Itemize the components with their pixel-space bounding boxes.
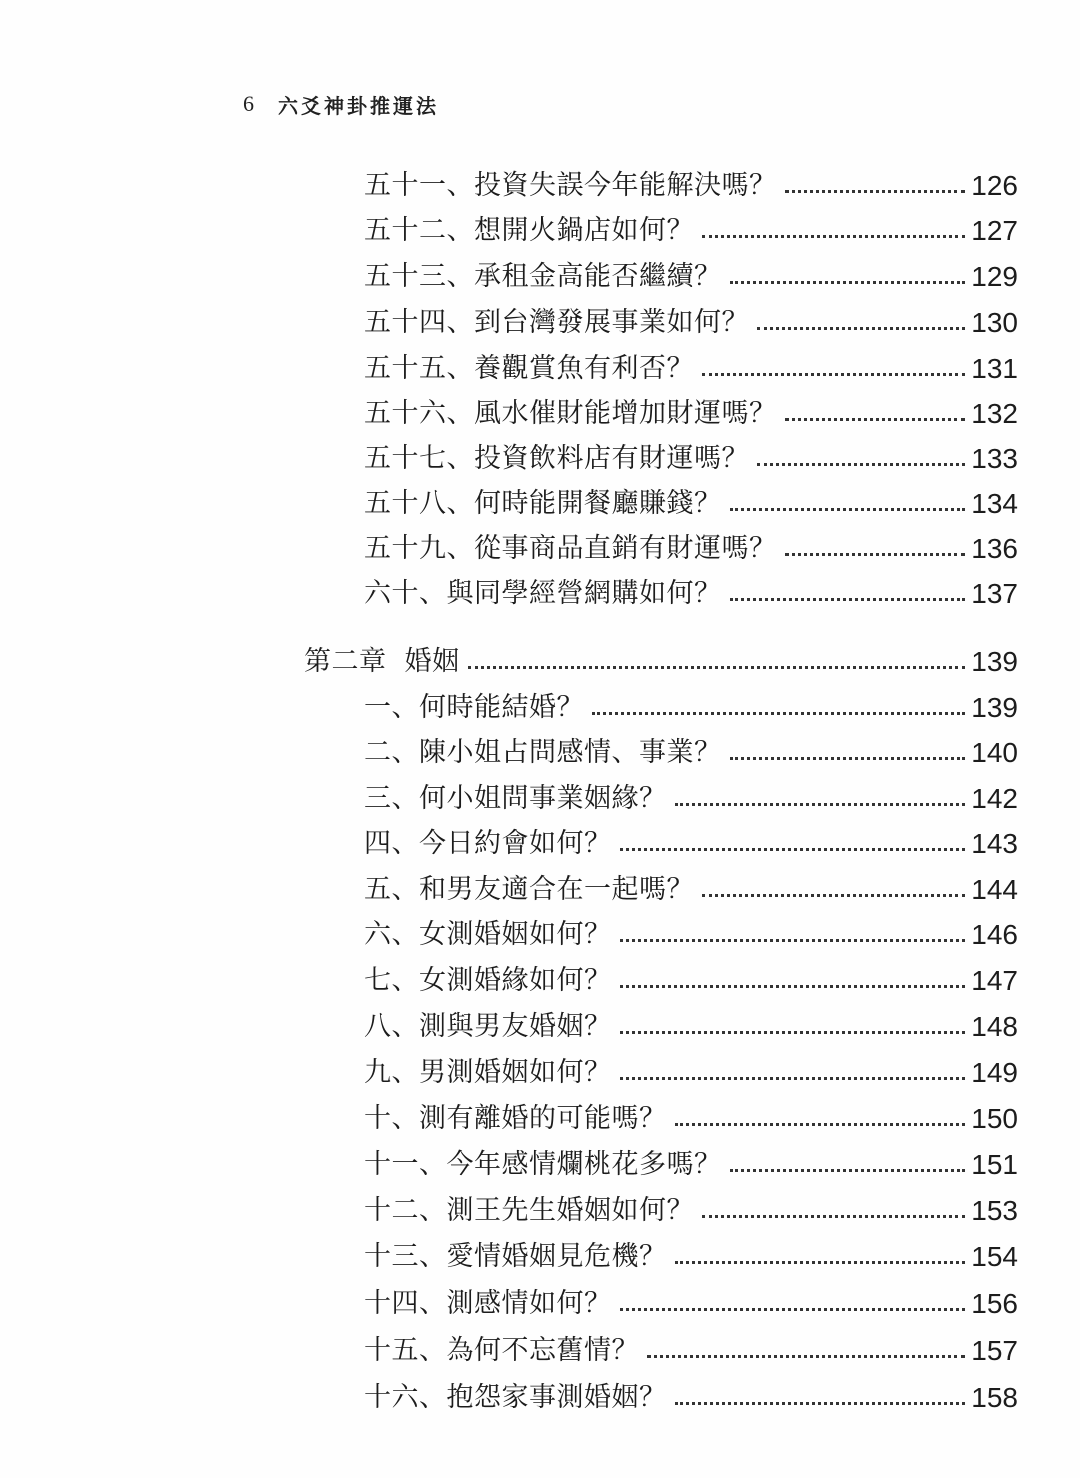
toc-entry-page: 150	[971, 1103, 1018, 1134]
toc-entry	[364, 1327, 1018, 1367]
toc-entry-title: 五十九、從事商品直銷有財運嗎？	[364, 533, 777, 564]
toc-entry-title: 十三、愛情婚姻見危機？	[364, 1241, 667, 1272]
toc-entry-title: 九、男測婚姻如何？	[364, 1057, 612, 1088]
toc-entry	[364, 1141, 1018, 1181]
toc-entry-title: 五十七、投資飲料店有財運嗎？	[364, 443, 749, 474]
dot-leader	[702, 373, 965, 376]
toc-entry-title: 七、女測婚緣如何？	[364, 965, 612, 996]
dot-leader	[675, 1123, 966, 1126]
toc-entry-page: 129	[971, 261, 1018, 292]
toc-entry-title: 十一、今年感情爛桃花多嗎？	[364, 1149, 722, 1180]
toc-entry	[364, 911, 1018, 951]
toc-entry-page: 131	[971, 353, 1018, 384]
dot-leader	[620, 1031, 966, 1034]
toc-entry-title: 四、今日約會如何？	[364, 828, 612, 859]
dot-leader	[785, 418, 966, 421]
toc-entry-page: 136	[971, 533, 1018, 564]
toc-entry-page: 140	[971, 737, 1018, 768]
toc-entry-page: 142	[971, 783, 1018, 814]
toc-entry-page: 151	[971, 1149, 1018, 1180]
toc-entry-page: 137	[971, 578, 1018, 609]
toc-entry	[364, 345, 1018, 385]
toc-entry-page: 158	[971, 1382, 1018, 1413]
toc-entry-page: 126	[971, 170, 1018, 201]
toc-entry-title: 六、女測婚姻如何？	[364, 919, 612, 950]
toc-entry-page: 156	[971, 1288, 1018, 1319]
toc-entry	[364, 525, 1018, 565]
dot-leader	[620, 1308, 966, 1311]
toc-entry-title: 十五、為何不忘舊情？	[364, 1335, 639, 1366]
toc-entry	[364, 1233, 1018, 1273]
toc-entry	[364, 162, 1018, 202]
toc-entry	[364, 1049, 1018, 1089]
toc-entry	[364, 253, 1018, 293]
toc-entry-title: 十六、抱怨家事測婚姻？	[364, 1382, 667, 1413]
toc-entry-page: 149	[971, 1057, 1018, 1088]
toc-entry	[364, 729, 1018, 769]
toc-entry	[364, 570, 1018, 610]
toc-entry-title: 八、測與男友婚姻？	[364, 1011, 612, 1042]
dot-leader	[730, 757, 966, 760]
toc-entry	[364, 820, 1018, 860]
running-header	[243, 88, 439, 120]
toc-entry	[364, 1003, 1018, 1043]
dot-leader	[620, 985, 966, 988]
dot-leader	[730, 598, 966, 601]
toc-entry-title: 二、陳小姐占問感情、事業？	[364, 737, 722, 768]
toc-entry	[364, 1187, 1018, 1227]
toc-entry-page: 148	[971, 1011, 1018, 1042]
toc-entry	[364, 1374, 1018, 1414]
chapter-page: 139	[971, 646, 1018, 677]
toc-chapter-entry	[304, 638, 1018, 678]
toc-entry-page: 134	[971, 488, 1018, 519]
toc-entry-page: 133	[971, 443, 1018, 474]
toc-entry-title: 五十四、到台灣發展事業如何？	[364, 307, 749, 338]
toc-entry-title: 五、和男友適合在一起嗎？	[364, 874, 694, 905]
toc-entry-page: 153	[971, 1195, 1018, 1226]
dot-leader	[730, 508, 966, 511]
toc-entry-title: 五十五、養觀賞魚有利否？	[364, 353, 694, 384]
dot-leader	[702, 235, 965, 238]
toc-entry-title: 五十三、承租金高能否繼續？	[364, 261, 722, 292]
dot-leader	[620, 848, 966, 851]
dot-leader	[702, 894, 965, 897]
dot-leader	[620, 1077, 966, 1080]
dot-leader	[647, 1355, 965, 1358]
toc-entry	[364, 1280, 1018, 1320]
toc-entry-page: 130	[971, 307, 1018, 338]
book-title: 六爻神卦推運法	[278, 93, 439, 118]
toc-entry	[364, 684, 1018, 724]
dot-leader	[675, 1402, 966, 1405]
toc-entry-page: 143	[971, 828, 1018, 859]
dot-leader	[675, 1261, 966, 1264]
toc-entry	[364, 1095, 1018, 1135]
toc-entry-title: 五十一、投資失誤今年能解決嗎？	[364, 170, 777, 201]
toc-entry-title: 十二、測王先生婚姻如何？	[364, 1195, 694, 1226]
dot-leader	[620, 939, 966, 942]
toc-entry	[364, 299, 1018, 339]
toc-entry-title: 五十六、風水催財能增加財運嗎？	[364, 398, 777, 429]
dot-leader	[785, 553, 966, 556]
toc-entry-page: 132	[971, 398, 1018, 429]
toc-entry	[364, 866, 1018, 906]
toc-entry-page: 157	[971, 1335, 1018, 1366]
toc-entry-title: 五十二、想開火鍋店如何？	[364, 215, 694, 246]
dot-leader	[785, 190, 966, 193]
toc-entry-title: 十四、測感情如何？	[364, 1288, 612, 1319]
toc-entry-page: 144	[971, 874, 1018, 905]
dot-leader	[730, 281, 966, 284]
dot-leader	[675, 803, 966, 806]
dot-leader	[757, 327, 965, 330]
toc-entry-title: 一、何時能結婚？	[364, 692, 584, 723]
chapter-title: 第二章 婚姻	[304, 646, 460, 677]
toc-entry-title: 十、測有離婚的可能嗎？	[364, 1103, 667, 1134]
toc-entry	[364, 480, 1018, 520]
toc-entry	[364, 435, 1018, 475]
toc-entry	[364, 390, 1018, 430]
dot-leader	[730, 1169, 966, 1172]
toc-entry	[364, 957, 1018, 997]
toc-entry	[364, 207, 1018, 247]
dot-leader	[702, 1215, 965, 1218]
dot-leader	[468, 666, 966, 669]
dot-leader	[757, 463, 965, 466]
toc-entry-page: 147	[971, 965, 1018, 996]
toc-entry-page: 139	[971, 692, 1018, 723]
toc-entry-page: 127	[971, 215, 1018, 246]
toc-entry-page: 154	[971, 1241, 1018, 1272]
toc-entry-title: 三、何小姐問事業姻緣？	[364, 783, 667, 814]
page-number: 6	[243, 91, 256, 116]
toc-entry-page: 146	[971, 919, 1018, 950]
toc-entry-title: 六十、與同學經營網購如何？	[364, 578, 722, 609]
dot-leader	[592, 712, 965, 715]
toc-entry	[364, 775, 1018, 815]
toc-entry-title: 五十八、何時能開餐廳賺錢？	[364, 488, 722, 519]
